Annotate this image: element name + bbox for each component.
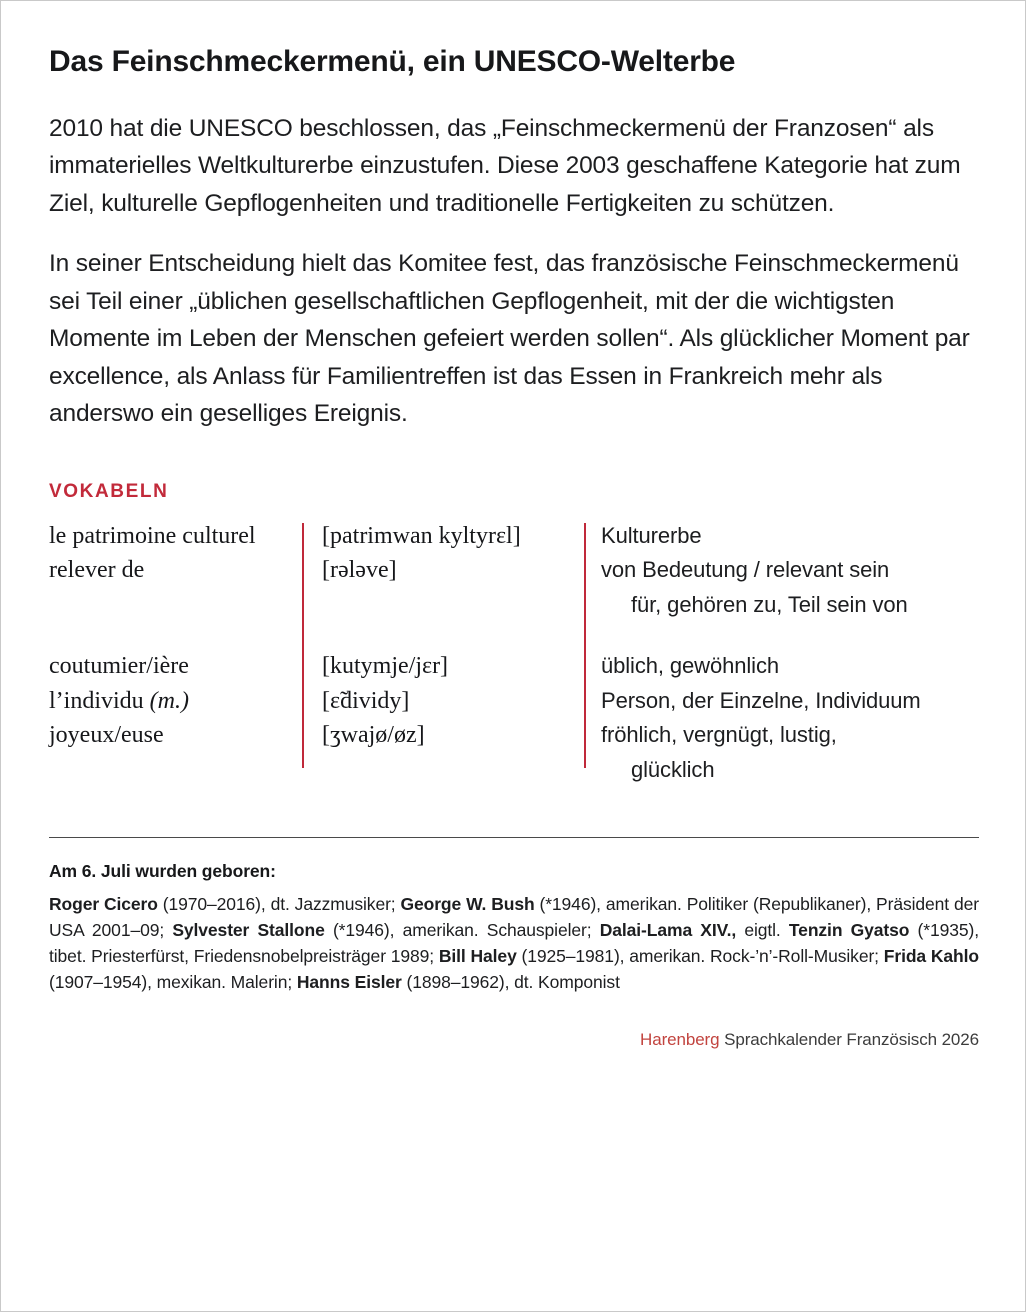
vocabulary-pronunciation: [ʒwajø/øz] bbox=[322, 722, 425, 748]
vocabulary-row bbox=[49, 684, 979, 719]
vocabulary-row bbox=[49, 519, 979, 554]
footer-brand: Harenberg bbox=[640, 1029, 720, 1049]
vocabulary-french-term: coutumier/ière bbox=[49, 653, 189, 679]
birthday-person-name: George W. Bush bbox=[400, 893, 535, 914]
birthday-person-name: Hanns Eisler bbox=[296, 971, 402, 992]
vocabulary-pronunciation: [kutymje/jɛr] bbox=[322, 653, 449, 679]
vocabulary-row bbox=[49, 553, 979, 622]
birthday-person-detail: (*1935), tibet. Priesterfürst, Friedensnobelpreisträger 1989; bbox=[49, 919, 980, 966]
vocabulary-heading: VOKABELN bbox=[49, 480, 169, 502]
vocabulary-pronunciation: [rələve] bbox=[322, 557, 397, 583]
birthday-person-name: Tenzin Gyatso bbox=[788, 919, 910, 940]
vocabulary-french-term: l’individu (m.) bbox=[49, 687, 189, 714]
vocabulary-german-translation: üblich, gewöhnlich bbox=[601, 653, 779, 678]
birthday-person-detail: (*1946), amerikan. Schauspieler; bbox=[324, 919, 600, 940]
vocabulary-row bbox=[49, 718, 979, 787]
footer bbox=[49, 995, 979, 1050]
vocabulary-pronunciation: [patrimwan kyltyrɛl] bbox=[322, 522, 521, 549]
vocabulary-german-translation: von Bedeutung / relevant sein für, gehören zu, Teil sein von bbox=[584, 553, 979, 622]
birthday-person-name: Bill Haley bbox=[438, 945, 517, 966]
vocabulary-french-term: joyeux/euse bbox=[49, 722, 164, 748]
vocabulary-german-continuation: für, gehören zu, Teil sein von bbox=[631, 591, 908, 617]
birthday-person-name: Roger Cicero bbox=[49, 893, 158, 914]
vocabulary-french-term: relever de bbox=[49, 557, 145, 583]
birthdays-list bbox=[49, 882, 979, 995]
vocabulary-german-translation: Kulturerbe bbox=[601, 522, 702, 548]
birthday-person-detail: eigtl. bbox=[736, 919, 789, 940]
page-title: Das Feinschmeckermenü, ein UNESCO-Welterbe bbox=[49, 45, 736, 78]
vocabulary-row bbox=[49, 649, 979, 684]
birthday-person-detail: (*1946), amerikan. Politiker (Republikaner), Präsident der USA 2001–09; bbox=[49, 893, 979, 940]
vocabulary-german-translation: fröhlich, vergnügt, lustig, glücklich bbox=[584, 718, 979, 787]
vocabulary-gender-marker: (m.) bbox=[149, 687, 189, 714]
birthdays-heading: Am 6. Juli wurden geboren: bbox=[49, 860, 276, 881]
birthday-person-detail: (1925–1981), amerikan. Rock-’n’-Roll-Musiker; bbox=[516, 945, 884, 966]
footer-text: Sprachkalender Französisch 2026 bbox=[719, 1029, 979, 1049]
vocabulary-german-translation: Person, der Einzelne, Individuum bbox=[601, 687, 921, 713]
birthday-person-detail: (1970–2016), dt. Jazzmusiker; bbox=[157, 893, 401, 914]
vocabulary-table bbox=[49, 519, 979, 782]
page-content bbox=[49, 1, 979, 1050]
birthday-person-detail: (1898–1962), dt. Komponist bbox=[401, 971, 620, 992]
birthday-person-name: Sylvester Stallone bbox=[172, 919, 325, 940]
birthday-person-name: Dalai-Lama XIV., bbox=[599, 919, 737, 940]
vocabulary-pronunciation: [ɛ̃dividy] bbox=[322, 687, 410, 714]
vocabulary-french-term: le patrimoine culturel bbox=[49, 522, 256, 549]
body-paragraph-1: 2010 hat die UNESCO beschlossen, das „Feinschmeckermenü der Franzosen“ als immaterielles Weltkulturerbe einzustufen. Diese 2003 geschaffene Kategorie hat zum Ziel, kulturelle Gepflogenheiten und traditionelle Fertigkeiten zu schützen. bbox=[49, 114, 961, 217]
birthday-person-detail: (1907–1954), mexikan. Malerin; bbox=[49, 971, 297, 992]
vocabulary-rows bbox=[49, 519, 979, 788]
body-paragraph-2: In seiner Entscheidung hielt das Komitee fest, das französische Feinschmeckermenü sei Teil einer „üblichen gesellschaftlichen Gepflogenheit, mit der die wichtigsten Momente im Leben der Menschen gefeiert werden sollen“. Als glücklicher Moment par excellence, als Anlass für Familientreffen ist das Essen in Frankreich mehr als anderswo ein geselliges Ereignis. bbox=[49, 250, 970, 427]
vocabulary-german-continuation: glücklich bbox=[631, 756, 715, 782]
birthday-person-name: Frida Kahlo bbox=[883, 945, 979, 966]
